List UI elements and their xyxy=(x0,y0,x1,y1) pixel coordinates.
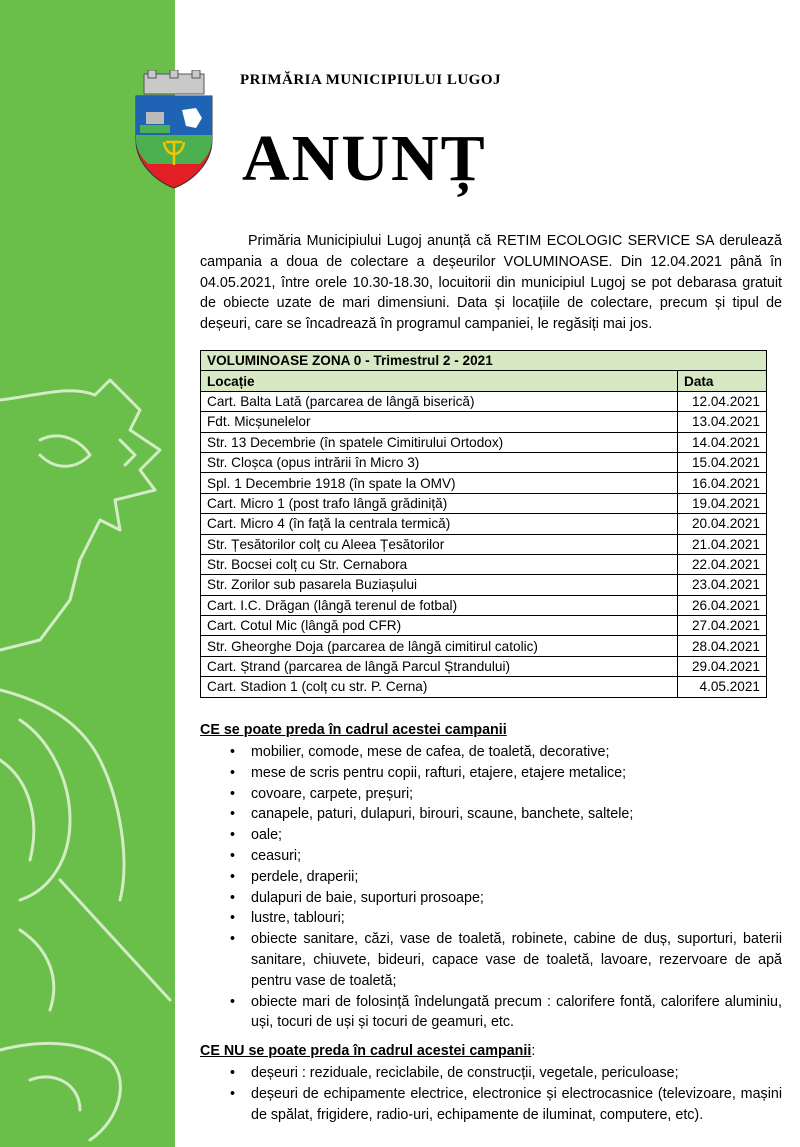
date-cell: 29.04.2021 xyxy=(678,656,767,676)
table-row xyxy=(201,473,767,493)
location-cell: Str. Țesătorilor colț cu Aleea Țesătorilor xyxy=(201,534,678,554)
location-cell: Cart. Balta Lată (parcarea de lângă biserică) xyxy=(201,391,678,411)
bullet-icon: • xyxy=(230,868,236,885)
bullet-icon: • xyxy=(230,1085,236,1102)
location-cell: Cart. Stadion 1 (colț cu str. P. Cerna) xyxy=(201,677,678,697)
location-cell: Fdt. Micșunelelor xyxy=(201,412,678,432)
list-item: • mese de scris pentru copii, rafturi, etajere, etajere metalice; xyxy=(200,763,782,784)
date-cell: 13.04.2021 xyxy=(678,412,767,432)
lugoj-coat-of-arms-logo xyxy=(130,70,218,190)
location-cell: Str. Cloșca (opus intrării în Micro 3) xyxy=(201,452,678,472)
bullet-icon: • xyxy=(230,744,236,760)
list-item: • obiecte mari de folosință îndelungată precum : calorifere fontă, calorifere aluminiu, uși, tocuri de uși și tocuri de geamuri, etc. xyxy=(230,993,782,1031)
table-row xyxy=(201,391,767,411)
location-cell: Str. Bocsei colț cu Str. Cernabora xyxy=(201,554,678,574)
date-cell: 19.04.2021 xyxy=(678,493,767,513)
bullet-icon: • xyxy=(230,993,236,1010)
table-row xyxy=(201,575,767,595)
list-item: • canapele, paturi, dulapuri, birouri, scaune, banchete, saltele; xyxy=(200,804,782,825)
date-cell: 4.05.2021 xyxy=(678,677,767,697)
list-item: • obiecte sanitare, căzi, vase de toaletă, robinete, cabine de duș, suporturi, baterii sanitare, chiuvete, bideuri, capace vase de toaletă, lavoare, rezervoare de apă pentru vase de toaletă; xyxy=(230,931,782,989)
page-title: ANUNȚ xyxy=(242,122,487,195)
date-cell: 27.04.2021 xyxy=(678,616,767,636)
not-allowed-items-list xyxy=(200,1063,782,1125)
not-allowed-section-title: CE NU se poate preda în cadrul acestei campanii: xyxy=(200,1043,536,1059)
collection-schedule-table xyxy=(200,350,767,698)
bullet-icon: • xyxy=(230,889,236,906)
list-item: • deșeuri de echipamente electrice, electronice și electrocasnice (televizoare, mașini de spălat, frigidere, radio-uri, echipamente de iluminat, computere, etc). xyxy=(230,1085,782,1123)
date-cell: 26.04.2021 xyxy=(678,595,767,615)
date-cell: 22.04.2021 xyxy=(678,554,767,574)
location-cell: Cart. I.C. Drăgan (lângă terenul de fotbal) xyxy=(201,595,678,615)
bullet-icon: • xyxy=(230,785,236,802)
location-cell: Cart. Micro 1 (post trafo lângă grădiniță) xyxy=(201,493,678,513)
allowed-section-title: CE se poate preda în cadrul acestei campanii xyxy=(200,722,507,738)
table-row xyxy=(201,493,767,513)
location-cell: Cart. Ștrand (parcarea de lângă Parcul Ștrandului) xyxy=(201,656,678,676)
bullet-icon: • xyxy=(230,847,236,864)
list-item: • dulapuri de baie, suporturi prosoape; xyxy=(200,888,782,909)
location-cell: Cart. Cotul Mic (lângă pod CFR) xyxy=(201,616,678,636)
table-row xyxy=(201,432,767,452)
table-row xyxy=(201,616,767,636)
table-row xyxy=(201,677,767,697)
bullet-icon: • xyxy=(230,910,236,927)
list-item: • ceasuri; xyxy=(200,846,782,867)
location-cell: Str. Zorilor sub pasarela Buziașului xyxy=(201,575,678,595)
date-cell: 23.04.2021 xyxy=(678,575,767,595)
table-row xyxy=(201,656,767,676)
table-row xyxy=(201,554,767,574)
allowed-items-list xyxy=(200,742,782,1033)
date-cell: 16.04.2021 xyxy=(678,473,767,493)
table-header-row xyxy=(201,371,767,391)
date-cell: 15.04.2021 xyxy=(678,452,767,472)
table-row xyxy=(201,534,767,554)
column-header-location: Locație xyxy=(201,371,678,391)
date-cell: 14.04.2021 xyxy=(678,432,767,452)
list-item: • lustre, tablouri; xyxy=(200,908,782,929)
list-item: • deșeuri : reziduale, reciclabile, de construcții, vegetale, periculoase; xyxy=(200,1063,782,1084)
location-cell: Str. Gheorghe Doja (parcarea de lângă cimitirul catolic) xyxy=(201,636,678,656)
table-title-row xyxy=(201,351,767,371)
date-cell: 20.04.2021 xyxy=(678,514,767,534)
list-item: • perdele, draperii; xyxy=(200,867,782,888)
table-title: VOLUMINOASE ZONA 0 - Trimestrul 2 - 2021 xyxy=(201,351,767,371)
intro-paragraph: Primăria Municipiului Lugoj anunță că RETIM ECOLOGIC SERVICE SA derulează campania a doua de colectare a deșeurilor VOLUMINOASE. Din 12.04.2021 până în 04.05.2021, între orele 10.30-18.30, locuitorii din municipiul Lugoj se pot debarasa gratuit de obiecte uzate de mari dimensiuni. Data și locațiile de colectare, precum și tipul de deșeuri, care se încadrează în programul campaniei, le regăsiți mai jos. xyxy=(200,233,782,333)
location-cell: Str. 13 Decembrie (în spatele Cimitirului Ortodox) xyxy=(201,432,678,452)
date-cell: 12.04.2021 xyxy=(678,391,767,411)
table-row xyxy=(201,595,767,615)
table-row xyxy=(201,452,767,472)
date-cell: 21.04.2021 xyxy=(678,534,767,554)
bullet-icon: • xyxy=(230,806,236,823)
list-item: • covoare, carpete, preșuri; xyxy=(200,784,782,805)
location-cell: Cart. Micro 4 (în față la centrala termică) xyxy=(201,514,678,534)
table-row xyxy=(201,636,767,656)
organization-name: PRIMĂRIA MUNICIPIULUI LUGOJ xyxy=(240,72,502,88)
bullet-icon: • xyxy=(230,931,236,948)
date-cell: 28.04.2021 xyxy=(678,636,767,656)
bullet-icon: • xyxy=(230,1065,236,1081)
table-row xyxy=(201,412,767,432)
column-header-date: Data xyxy=(678,371,767,391)
location-cell: Spl. 1 Decembrie 1918 (în spate la OMV) xyxy=(201,473,678,493)
list-item: • mobilier, comode, mese de cafea, de toaletă, decorative; xyxy=(200,742,782,763)
bullet-icon: • xyxy=(230,764,236,781)
list-item: • oale; xyxy=(200,825,782,846)
table-row xyxy=(201,514,767,534)
bullet-icon: • xyxy=(230,827,236,844)
